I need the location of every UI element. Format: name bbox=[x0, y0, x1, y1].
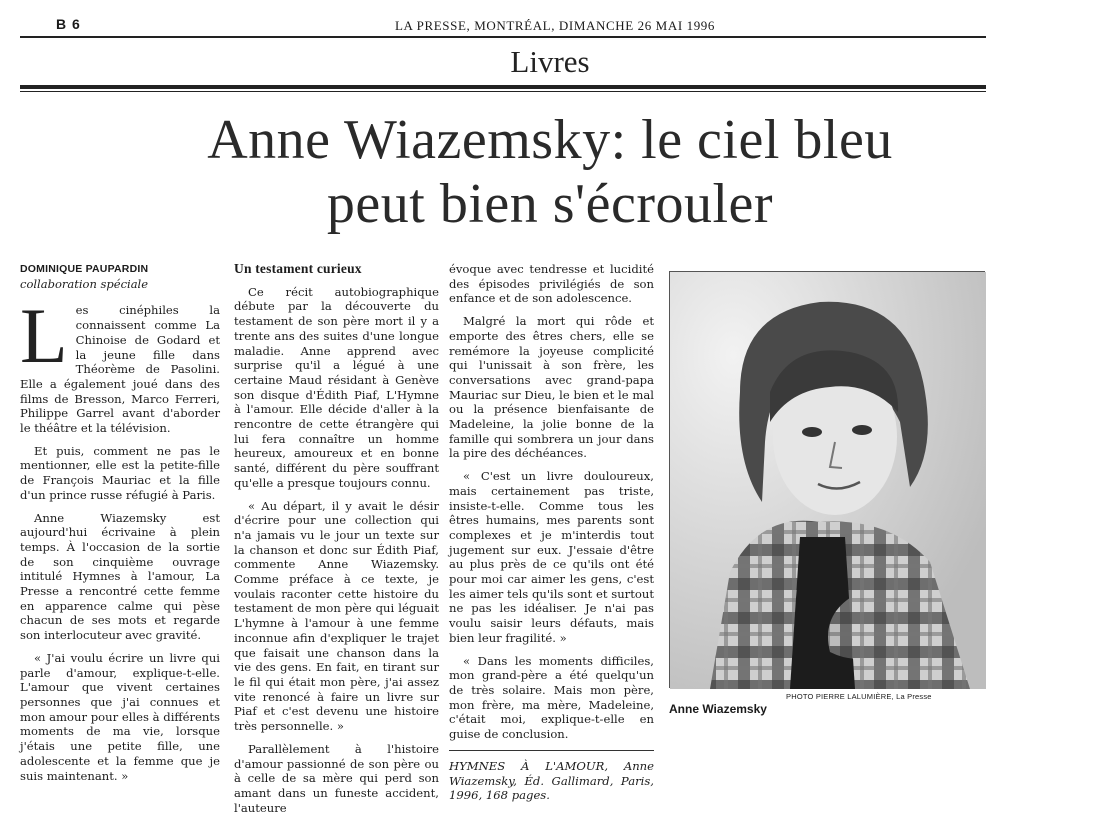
paragraph: « J'ai voulu écrire un livre qui parle d'amour, explique-t-elle. L'amour que vivent certaines personnes que j'ai connues et mon amour pour elles à différents moments de ma vie, lorsque j'étais une petite fille, une adolescente et la femme que je suis maintenant. » bbox=[20, 650, 220, 783]
book-note-divider bbox=[449, 750, 654, 751]
paragraph: Ce récit autobiographique débute par la découverte du testament de son père mort il y a trente ans des suites d'une longue maladie. Anne apprend avec surprise qu'il a légué à une certaine Maud résidant à Genève son disque d'Édith Piaf, L'Hymne à l'amour. Elle décide d'aller à la rencontre de cette étrangère qui lui fera connaître un homme heureux, amoureux et en bonne santé, différent du père souffrant qu'elle a presque toujours connu. bbox=[234, 284, 439, 490]
page-number: B 6 bbox=[56, 16, 81, 32]
paragraph-text: es cinéphiles la connaissent comme La Chinoise de Godard et la jeune fille dans Théorème de Pasolini. Elle a également joué dans des films de Bresson, Marco Ferreri, Philippe Garrel avant d'aborder le théâtre et la télévision. bbox=[20, 303, 220, 436]
paragraph: « C'est un livre douloureux, mais certainement pas triste, insiste-t-elle. Comme tous les êtres humains, mes parents sont complexes et je m'interdis tout jugement sur eux. J'essaie d'être au plus près de ce qu'ils ont été pour moi car aimer les gens, c'est les aimer tels qu'ils sont et surtout ne pas les idéaliser. Je n'ai pas voulu saisir leurs défauts, mais bien leur fragilité. » bbox=[449, 469, 654, 645]
top-rule bbox=[20, 36, 986, 38]
article-column-3 bbox=[449, 262, 654, 811]
drop-cap: L bbox=[20, 292, 68, 380]
photo-caption: Anne Wiazemsky bbox=[669, 702, 767, 716]
paragraph bbox=[20, 292, 220, 436]
headline bbox=[0, 108, 1100, 236]
headline-line-2: peut bien s'écrouler bbox=[326, 173, 774, 235]
portrait-illustration bbox=[670, 272, 986, 689]
subheading: Un testament curieux bbox=[234, 261, 362, 276]
paragraph: Parallèlement à l'histoire d'amour passionné de son père ou à celle de sa mère qui perd son amant dans un funeste accident, l'auteure bbox=[234, 741, 439, 815]
paragraph: Malgré la mort qui rôde et emporte des êtres chers, elle se remémore la joyeuse complicité qui l'unissait à son frère, les conversations avec grand-papa Mauriac sur Dieu, le bien et le mal ou la présence bienfaisante de Madeleine, la jolie bonne de la famille qui sombrera un jour dans la pire des déchéances. bbox=[449, 314, 654, 461]
byline-author: DOMINIQUE PAUPARDIN bbox=[20, 263, 149, 275]
photo-credit: PHOTO PIERRE LALUMIÈRE, La Presse bbox=[786, 692, 932, 701]
paragraph: évoque avec tendresse et lucidité des épisodes privilégiés de son enfance et de son adolescence. bbox=[449, 262, 654, 306]
paragraph: « Dans les moments difficiles, mon grand-père a été quelqu'un de très solaire. Mais mon père, mon frère, ma mère, Madeleine, c'était moi, explique-t-elle en guise de conclusion. bbox=[449, 653, 654, 742]
paragraph: Anne Wiazemsky est aujourd'hui écrivaine à plein temps. À l'occasion de la sortie de son cinquième ouvrage intitulé Hymnes à l'amour, La Presse a rencontré cette femme en apparence calme qui pèse chacun de ses mots et regarde son interlocuteur avec gravité. bbox=[20, 510, 220, 643]
portrait-photo bbox=[669, 271, 985, 688]
article-column-1 bbox=[20, 262, 220, 791]
article-column-2 bbox=[234, 262, 439, 823]
section-title: Livres bbox=[510, 44, 590, 79]
book-note: HYMNES À L'AMOUR, Anne Wiazemsky, Éd. Gallimard, Paris, 1996, 168 pages. bbox=[449, 758, 654, 803]
byline-role: collaboration spéciale bbox=[20, 276, 149, 291]
newspaper-folio: LA PRESSE, MONTRÉAL, DIMANCHE 26 MAI 1996 bbox=[395, 18, 716, 33]
section-rule-thick bbox=[20, 85, 986, 89]
paragraph: Et puis, comment ne pas le mentionner, elle est la petite-fille de François Mauriac et la fille d'un prince russe réfugié à Paris. bbox=[20, 443, 220, 502]
headline-line-1: Anne Wiazemsky: le ciel bleu bbox=[207, 109, 893, 171]
paragraph: « Au départ, il y avait le désir d'écrire pour une collection qui n'a jamais vu le jour un texte sur la chanson et donc sur Édith Piaf, commente Anne Wiazemsky. Comme préface à ce texte, je voulais raconter cette histoire du testament de mon père qui léguait L'hymne à l'amour à une femme inconnue afin d'expliquer le trajet que faisait une chanson dans la vie des gens. En fait, en tirant sur le fil qui était mon père, j'ai assez vite renoncé à faire un livre sur Piaf et c'est devenu une histoire très personnelle. » bbox=[234, 498, 439, 734]
section-rule-thin bbox=[20, 91, 986, 92]
